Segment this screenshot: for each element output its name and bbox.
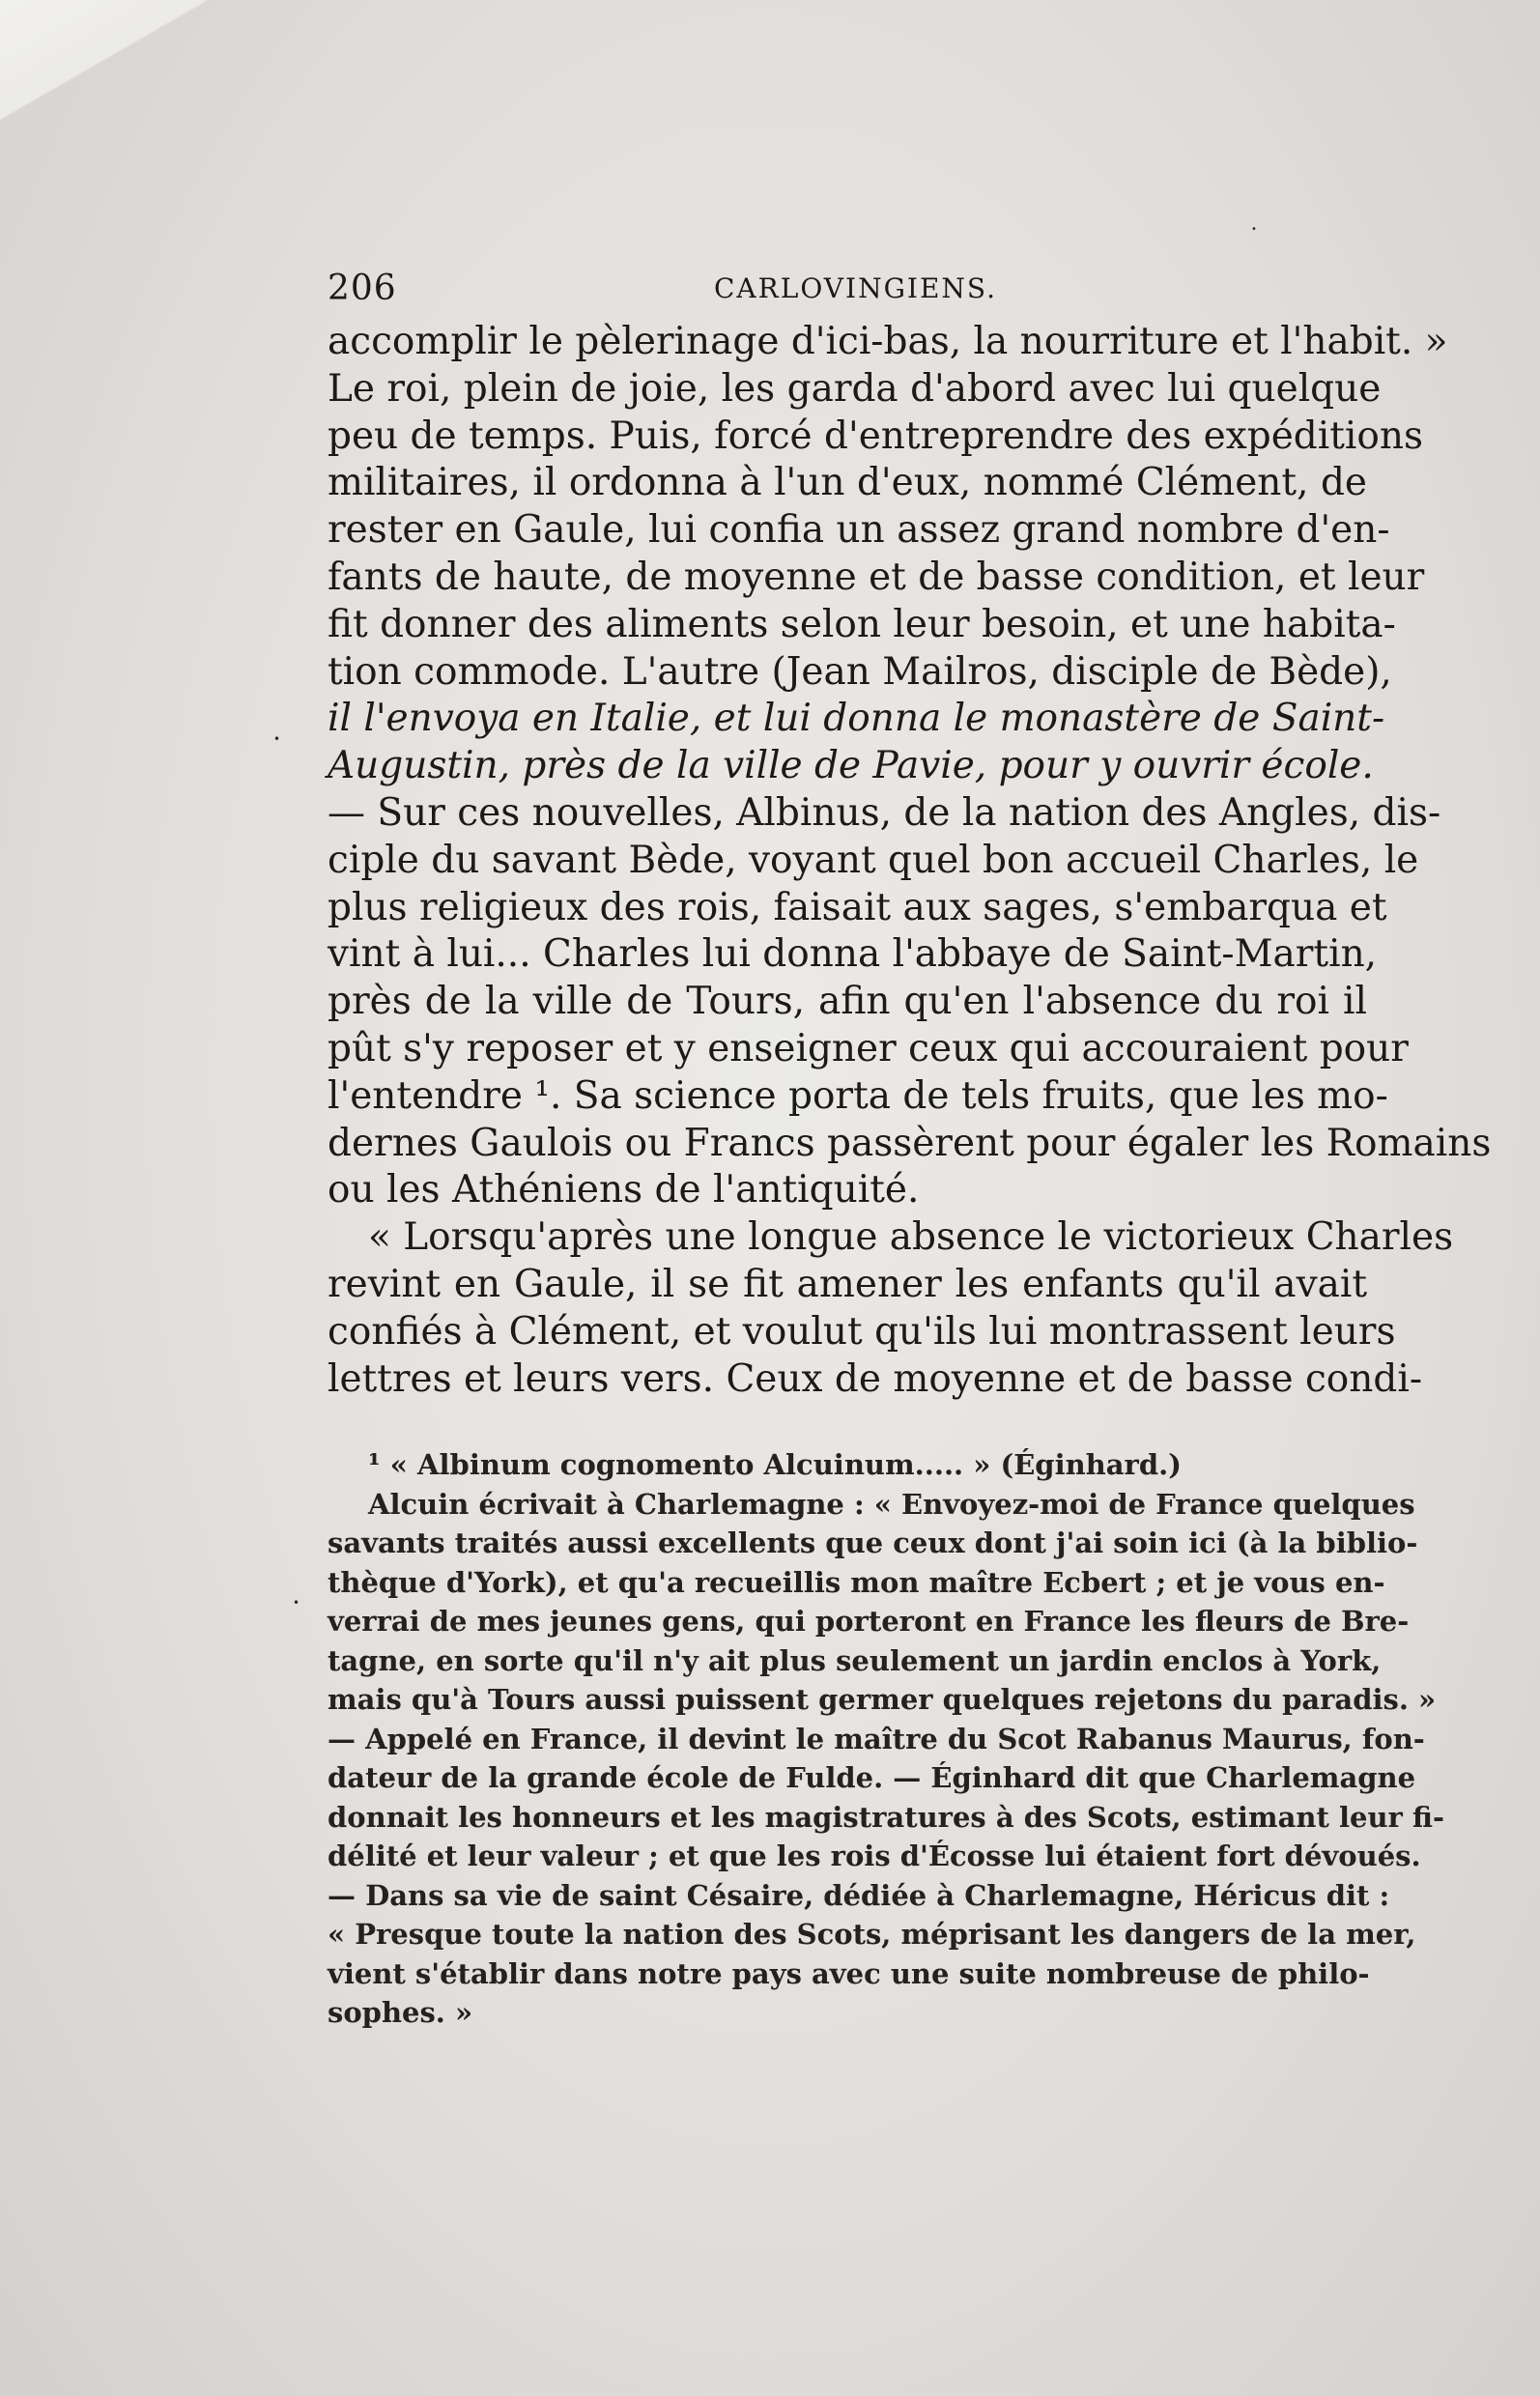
text-line: pût s'y reposer et y enseigner ceux qui accouraient pour bbox=[328, 1026, 1409, 1070]
text-line: peu de temps. Puis, forcé d'entreprendre des expéditions bbox=[328, 414, 1423, 458]
footnote-line: ¹ « Albinum cognomento Alcuinum..... » (Éginhard.) bbox=[368, 1448, 1182, 1482]
text-line: militaires, il ordonna à l'un d'eux, nommé Clément, de bbox=[328, 461, 1367, 505]
margin-mark: • bbox=[293, 1596, 300, 1610]
footnote-line: tagne, en sorte qu'il n'y ait plus seulement un jardin enclos à York, bbox=[328, 1643, 1382, 1677]
text-line: accomplir le pèlerinage d'ici-bas, la nourriture et l'habit. » bbox=[328, 320, 1448, 363]
text-line: confiés à Clément, et voulut qu'ils lui montrassent leurs bbox=[328, 1309, 1396, 1354]
footnote-line: mais qu'à Tours aussi puissent germer quelques rejetons du paradis. » bbox=[328, 1683, 1437, 1717]
text-line: il l'envoya en Italie, et lui donna le monastère de Saint- bbox=[328, 697, 1385, 741]
running-head bbox=[328, 261, 1367, 319]
text-line: « Lorsqu'après une longue absence le victorieux Charles bbox=[368, 1215, 1454, 1260]
text-line: près de la ville de Tours, afin qu'en l'absence du roi il bbox=[328, 980, 1367, 1024]
text-line: fit donner des aliments selon leur besoin, et une habita- bbox=[328, 602, 1396, 646]
footnote-line: donnait les honneurs et les magistratures à des Scots, estimant leur fi- bbox=[328, 1800, 1445, 1834]
footnote-line: sophes. » bbox=[328, 1996, 473, 2030]
footnotes bbox=[328, 1445, 1445, 2033]
text-line: ciple du savant Bède, voyant quel bon accueil Charles, le bbox=[328, 838, 1419, 882]
footnote-line: délité et leur valeur ; et que les rois d'Écosse lui étaient fort dévoués. bbox=[328, 1840, 1421, 1873]
text-line: ou les Athéniens de l'antiquité. bbox=[328, 1168, 920, 1212]
text-line: rester en Gaule, lui confia un assez grand nombre d'en- bbox=[328, 508, 1390, 553]
text-line: revint en Gaule, il se fit amener les enfants qu'il avait bbox=[328, 1262, 1367, 1306]
footnote-line: dateur de la grande école de Fulde. — Éginhard dit que Charlemagne bbox=[328, 1761, 1416, 1795]
text-line: Le roi, plein de joie, les garda d'abord avec lui quelque bbox=[328, 366, 1382, 411]
text-line: — Sur ces nouvelles, Albinus, de la nation des Angles, dis- bbox=[328, 790, 1441, 835]
folded-corner bbox=[0, 0, 222, 135]
footnote-line: — Appelé en France, il devint le maître du Scot Rabanus Maurus, fon- bbox=[328, 1722, 1425, 1755]
text-line: l'entendre ¹. Sa science porta de tels fruits, que les mo- bbox=[328, 1073, 1388, 1118]
main-text bbox=[328, 319, 1492, 1403]
footnote-line: Alcuin écrivait à Charlemagne : « Envoyez-moi de France quelques bbox=[368, 1487, 1415, 1521]
footnote-line: verrai de mes jeunes gens, qui porteront en France les fleurs de Bre- bbox=[328, 1605, 1410, 1639]
text-line: fants de haute, de moyenne et de basse condition, et leur bbox=[328, 555, 1425, 599]
margin-mark: • bbox=[273, 732, 281, 746]
footnote-line: — Dans sa vie de saint Césaire, dédiée à Charlemagne, Héricus dit : bbox=[328, 1878, 1390, 1912]
speck-mark: • bbox=[1251, 224, 1257, 235]
text-line: lettres et leurs vers. Ceux de moyenne et de basse condi- bbox=[328, 1356, 1422, 1401]
text-line: Augustin, près de la ville de Pavie, pour y ouvrir école. bbox=[328, 744, 1374, 788]
footnote-line: « Presque toute la nation des Scots, méprisant les dangers de la mer, bbox=[328, 1918, 1416, 1952]
text-block bbox=[328, 261, 1492, 2033]
footnote-line: vient s'établir dans notre pays avec une suite nombreuse de philo- bbox=[328, 1956, 1370, 1990]
text-line: dernes Gaulois ou Francs passèrent pour égaler les Romains bbox=[328, 1121, 1492, 1165]
text-line: vint à lui... Charles lui donna l'abbaye de Saint-Martin, bbox=[328, 932, 1378, 977]
text-line: plus religieux des rois, faisait aux sages, s'embarqua et bbox=[328, 885, 1387, 929]
running-title: CARLOVINGIENS. bbox=[714, 272, 998, 304]
footnote-line: thèque d'York), et qu'a recueillis mon maître Ecbert ; et je vous en- bbox=[328, 1565, 1385, 1599]
footnote-line: savants traités aussi excellents que ceux dont j'ai soin ici (à la biblio- bbox=[328, 1526, 1418, 1560]
text-line: tion commode. L'autre (Jean Mailros, disciple de Bède), bbox=[328, 649, 1392, 694]
page-number: 206 bbox=[328, 269, 397, 308]
